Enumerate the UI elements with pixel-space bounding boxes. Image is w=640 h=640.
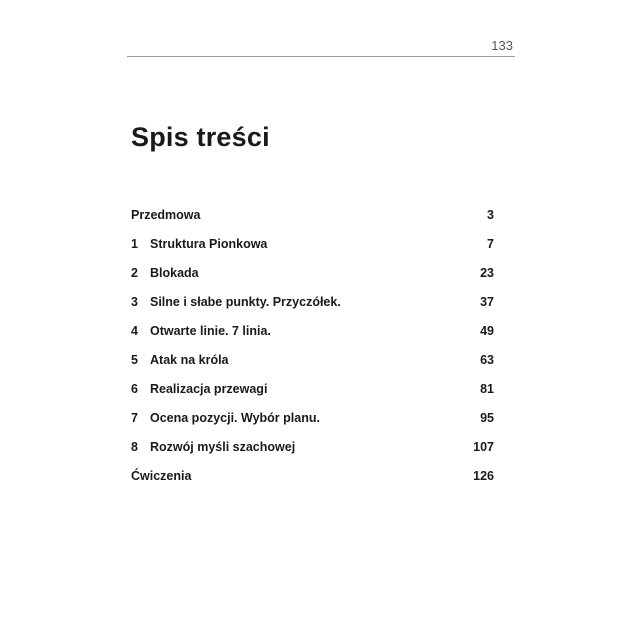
toc-page-number: 63: [480, 352, 494, 367]
toc-page-number: 126: [473, 468, 494, 483]
toc-chapter-number: 2: [131, 265, 138, 280]
toc-page-number: 95: [480, 410, 494, 425]
toc-chapter-number: 5: [131, 352, 138, 367]
toc-page-number: 7: [487, 236, 494, 251]
toc-entry-chapter-6: [131, 374, 494, 403]
toc-page-number: 49: [480, 323, 494, 338]
toc-chapter-number: 1: [131, 236, 138, 251]
toc-entry-preface: [131, 200, 494, 229]
toc-label: Ocena pozycji. Wybór planu.: [150, 410, 320, 425]
toc-page-number: 37: [480, 294, 494, 309]
page-title: Spis treści: [131, 122, 270, 152]
toc-label: Struktura Pionkowa: [150, 236, 268, 251]
header-rule: [127, 56, 515, 57]
toc-entry-chapter-7: [131, 403, 494, 432]
toc-entry-chapter-5: [131, 345, 494, 374]
toc-label: Blokada: [150, 265, 199, 280]
toc-page-number: 107: [473, 439, 494, 454]
toc-label: Ćwiczenia: [131, 468, 192, 483]
toc-entry-chapter-8: [131, 432, 494, 461]
toc-chapter-number: 4: [131, 323, 138, 338]
toc-page-number: 23: [480, 265, 494, 280]
toc-entry-chapter-2: [131, 258, 494, 287]
table-of-contents: [131, 200, 494, 490]
toc-entry-chapter-1: [131, 229, 494, 258]
toc-entry-chapter-4: [131, 316, 494, 345]
toc-chapter-number: 3: [131, 294, 138, 309]
toc-chapter-number: 8: [131, 439, 138, 454]
toc-chapter-number: 6: [131, 381, 138, 396]
toc-label: Realizacja przewagi: [150, 381, 268, 396]
toc-page-number: 3: [487, 207, 494, 222]
toc-label: Silne i słabe punkty. Przyczółek.: [150, 294, 341, 309]
toc-page-number: 81: [480, 381, 494, 396]
toc-label: Atak na króla: [150, 352, 229, 367]
page-number: 133: [491, 38, 513, 53]
toc-entry-exercises: [131, 461, 494, 490]
toc-label: Przedmowa: [131, 207, 201, 222]
toc-label: Otwarte linie. 7 linia.: [150, 323, 271, 338]
toc-chapter-number: 7: [131, 410, 138, 425]
toc-label: Rozwój myśli szachowej: [150, 439, 296, 454]
toc-entry-chapter-3: [131, 287, 494, 316]
